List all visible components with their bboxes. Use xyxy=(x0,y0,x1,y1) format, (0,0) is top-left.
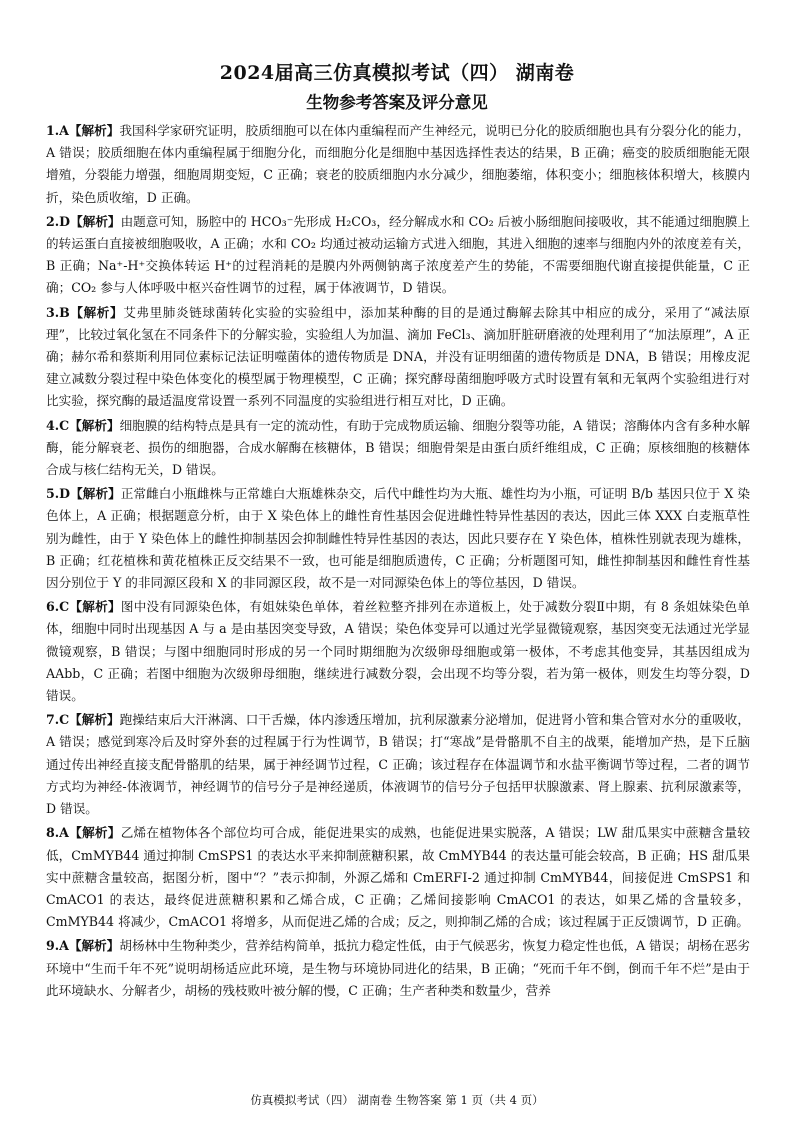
answer-item-2 xyxy=(46,211,750,300)
answer-text: 乙烯在植物体各个部位均可合成，能促进果实的成熟，也能促进果实脱落，A 错误；LW 甜瓜果实中蔗糖含量较低，CmMYB44 通过抑制 CmSPS1 的表达水平来抑制蔗糖积累，故 CmMYB44 的表达量可能会较高，B 正确；HS 甜瓜果实中蔗糖含量较高，据图分析，图中“？”表示抑制，外源乙烯和 CmERFⅠ-2 通过抑制 CmMYB44，间接促进 CmSPS1 和 CmACO1 的表达，最终促进蔗糖积累和乙烯合成，C 正确；乙烯间接影响 CmACO1 的表达，如果乙烯的含量较多，CmMYB44 将减少，CmACO1 将增多，从而促进乙烯的合成；反之，则抑制乙烯的合成；该过程属于正反馈调节，D 正确。 xyxy=(46,825,750,930)
answer-item-1 xyxy=(46,120,750,209)
answer-tag: 1.A【解析】 xyxy=(46,123,120,138)
answer-tag: 3.B【解析】 xyxy=(46,304,124,320)
answer-text: 艾弗里肺炎链球菌转化实验的实验组中，添加某种酶的目的是通过酶解去除其中相应的成分，采用了“减法原理”，比较过氧化氢在不同条件下的分解实验，实验组人为加温、滴加 FeCl₃、滴加肝脏研磨液的处理利用了“加法原理”，A 正确；赫尔希和蔡斯利用同位素标记法证明噬菌体的遗传物质是 DNA，并没有证明细菌的遗传物质是 DNA，B 错误；用橡皮泥建立减数分裂过程中染色体变化的模型属于物理模型，C 正确；探究酵母菌细胞呼吸方式时设置有氧和无氧两个实验组进行对比实验，探究酶的最适温度常设置一系列不同温度的实验组进行相互对比，D 正确。 xyxy=(46,304,750,409)
answer-text: 我国科学家研究证明，胶质细胞可以在体内重编程而产生神经元，说明已分化的胶质细胞也具有分裂分化的能力，A 错误；胶质细胞在体内重编程属于细胞分化，而细胞分化是细胞中基因选择性表达的结果，B 正确；癌变的胶质细胞能无限增殖，分裂能力增强，细胞周期变短，C 正确；衰老的胶质细胞内水分减少，细胞萎缩，体积变小；细胞核体积增大，核膜内折，染色质收缩，D 正确。 xyxy=(46,123,750,205)
answer-text: 正常雌白小瓶雌株与正常雄白大瓶雄株杂交，后代中雌性均为大瓶、雄性均为小瓶，可证明 B/b 基因只位于 X 染色体上，A 正确；根据题意分析，由于 X 染色体上的雌性育性基因会促进雌性特异性基因的表达，因此三体 XXX 白麦瓶草性别为雌性，由于 Y 染色体上的雌性抑制基因会抑制雌性特异性基因的表达，因此只要存在 Y 染色体，植株性别就表现为雄株，B 正确；红花植株和黄花植株正反交结果不一致，也可能是细胞质遗传，C 正确；分析题图可知，雌性抑制基因和雌性育性基因分别位于 Y 的非同源区段和 X 的非同源区段，故不是一对同源染色体上的等位基因，D 错误。 xyxy=(46,486,750,591)
answers-body xyxy=(46,120,750,1080)
answer-item-4 xyxy=(46,415,750,482)
answer-item-3 xyxy=(46,302,750,413)
answer-item-7 xyxy=(46,709,750,820)
answer-item-9 xyxy=(46,935,750,1002)
answer-tag: 4.C【解析】 xyxy=(46,417,120,433)
answer-text: 由题意可知，肠腔中的 HCO₃⁻先形成 H₂CO₃，经分解成水和 CO₂ 后被小肠细胞间接吸收，其不能通过细胞膜上的转运蛋白直接被细胞吸收，A 正确；水和 CO₂ 均通过被动运输方式进入细胞，其进入细胞的速率与细胞内外的浓度差有关，B 正确；Na⁺-H⁺交换体转运 H⁺的过程消耗的是膜内外两侧钠离子浓度差产生的势能，不需要细胞代谢直接提供能量，C 正确；CO₂ 参与人体呼吸中枢兴奋性调节的过程，属于体液调节，D 错误。 xyxy=(46,213,750,296)
document-subtitle: 生物参考答案及评分意见 xyxy=(306,93,488,112)
answer-text: 胡杨林中生物种类少，营养结构简单，抵抗力稳定性低，由于气候恶劣，恢复力稳定性也低，A 错误；胡杨在恶劣环境中“生而千年不死”说明胡杨适应此环境，是生物与环境协同进化的结果，B 正确；“死而千年不倒，倒而千年不烂”是由于此环境缺水、分解者少，胡杨的残枝败叶被分解的慢，C 正确；生产者种类和数量少，营养 xyxy=(46,938,750,998)
answer-tag: 9.A【解析】 xyxy=(46,938,120,954)
answer-text: 图中没有同源染色体，有姐妹染色单体，着丝粒整齐排列在赤道板上，处于减数分裂Ⅱ中期，有 8 条姐妹染色单体，细胞中同时出现基因 A 与 a 是由基因突变导致，A 错误；染色体变异可以通过光学显微镜观察，基因突变无法通过光学显微镜观察，B 错误；与图中细胞同时形成的另一个同时期细胞为次级卵母细胞或第一极体，不考虑其他变异，其基因组成为 AAbb，C 正确；若图中细胞为次级卵母细胞，继续进行减数分裂，会出现不均等分裂，若为第一极体，则发生均等分裂，D 错误。 xyxy=(46,599,750,704)
answer-text: 跑操结束后大汗淋漓、口干舌燥，体内渗透压增加，抗利尿激素分泌增加，促进肾小管和集合管对水分的重吸收，A 错误；感觉到寒冷后及时穿外套的过程属于行为性调节，B 错误；打“寒战”是骨骼肌不自主的战栗，能增加产热，是下丘脑通过传出神经直接支配骨骼肌的结果，属于神经调节过程，C 正确；该过程存在体温调节和水盐平衡调节等过程，二者的调节方式均为神经-体液调节，神经调节的信号分子是神经递质，体液调节的信号分子包括甲状腺激素、肾上腺素、抗利尿激素等，D 错误。 xyxy=(46,712,750,817)
answer-tag: 2.D【解析】 xyxy=(46,213,121,229)
document-title: 2024届高三仿真模拟考试（四） 湖南卷 xyxy=(219,62,575,84)
answer-tag: 5.D【解析】 xyxy=(46,486,121,502)
answer-tag: 8.A【解析】 xyxy=(46,825,121,841)
answer-tag: 6.C【解析】 xyxy=(46,599,121,615)
page-footer: 仿真模拟考试（四） 湖南卷 生物答案 第 1 页（共 4 页） xyxy=(250,1093,544,1107)
answer-item-8 xyxy=(46,822,750,933)
answer-item-6 xyxy=(46,596,750,707)
answer-tag: 7.C【解析】 xyxy=(46,712,120,728)
answer-item-5 xyxy=(46,483,750,594)
answer-text: 细胞膜的结构特点是具有一定的流动性，有助于完成物质运输、细胞分裂等功能，A 错误；溶酶体内含有多种水解酶，能分解衰老、损伤的细胞器，合成水解酶在核糖体，B 错误；细胞骨架是由蛋白质纤维组成，C 正确；原核细胞的核糖体合成与核仁结构无关，D 错误。 xyxy=(46,417,750,478)
